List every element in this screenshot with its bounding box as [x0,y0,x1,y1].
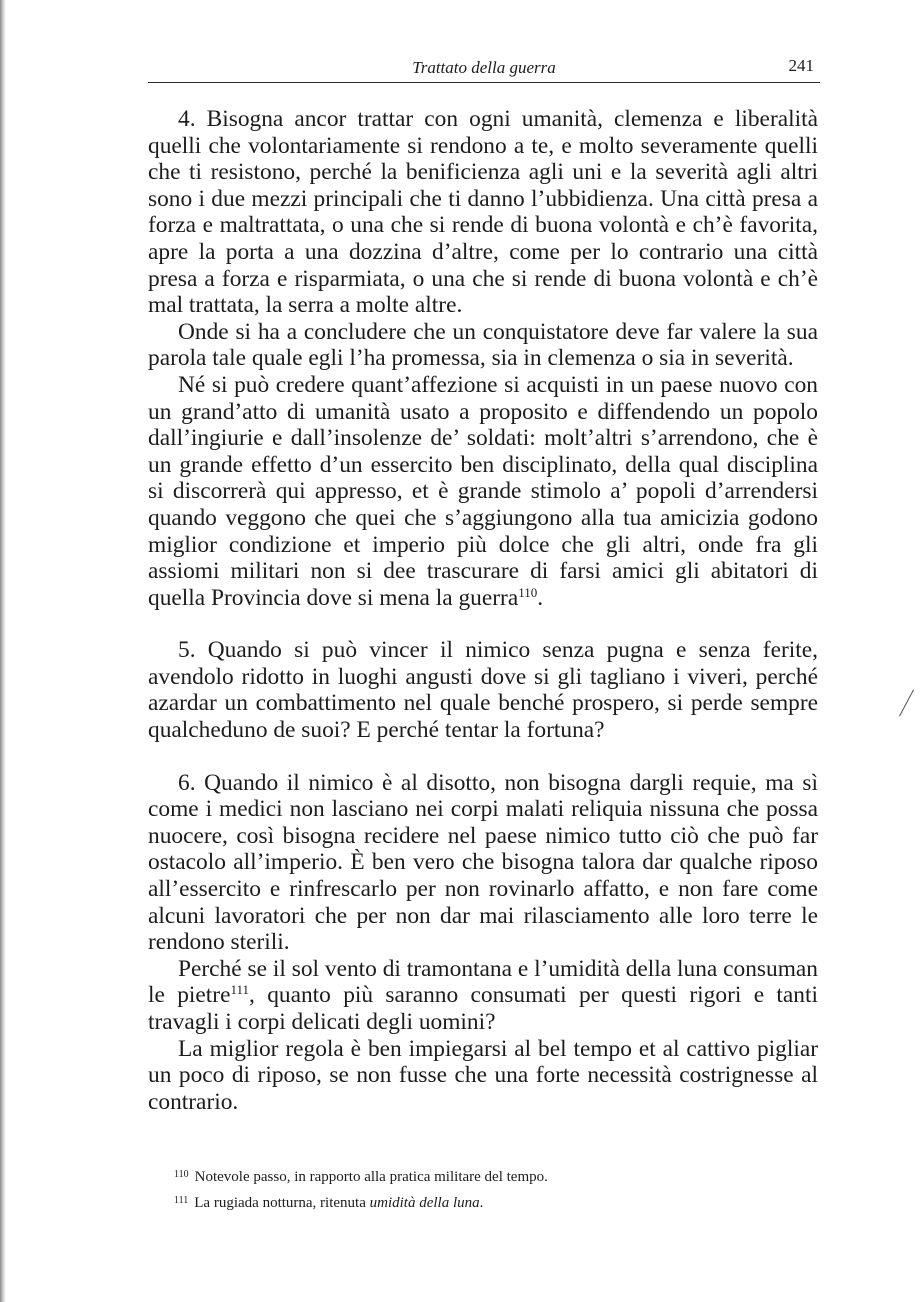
footnote-111 [148,1189,818,1215]
page-number: 241 [788,56,814,75]
footnote-110 [148,1163,818,1189]
paragraph-text: 4. Bisogna ancor trattar con ogni umanità, clemenza e liberalità quelli che volontariamente si rendono a te, e molto severamente quelli che ti resistono, perché la benificienza agli uni e la severità agli altri sono i due mezzi principali che ti danno l’ubbidienza. Una città presa a forza e maltrattata, o una che si rende di buona volontà e ch’è favorita, apre la porta a una dozzina d’altre, come per lo contrario una città presa a forza e risparmiata, o una che si rende di buona volontà e ch’è mal trattata, la serra a molte altre. [148,106,818,319]
footnotes [148,1163,818,1215]
paragraph-wind [148,956,818,1036]
footnote-text: La rugiada notturna, ritenuta [194,1195,370,1211]
body-text [148,106,818,1115]
paragraph-text: 6. Quando il nimico è al disotto, non bisogna dargli requie, ma sì come i medici non lasciano nei corpi malati reliquia nissuna che possa nuocere, così bisogna recidere nel paese nimico tutto ciò che può far ostacolo all’imperio. È ben vero che bisogna talora dar qualche riposo all’essercito e rinfrescarlo per non rovinarlo affatto, e non fare come alcuni lavoratori che per non dar mai rilasciamento alle loro terre le rendono sterili. [148,769,818,956]
paragraph-text: Onde si ha a concludere che un conquistatore deve far valere la sua parola tale quale egli l’ha promessa, sia in clemenza o sia in severità. [148,318,818,372]
footnote-number: 110 [174,1169,189,1180]
footnote-text: . [479,1195,484,1211]
paragraph-affection: Né si può credere quant’affezione si acquisti in un paese nuovo con un grand’atto di umanità usato a proposito e diffendendo un popolo dall’ingiurie e dall’insolenze de’ soldati: molt’altri s’arrendono, che è un grande effetto d’un essercito ben disciplinato, della qual disciplina si discorrerà qui appresso, et è grande stimolo a’ popoli d’arrendersi quando veggono che quei che s’aggiungono alla tua amicizia godono miglior condizione et imperio più dolce che gli altri, onde fra gli assiomi militari non si dee trascurare di farsi amici gli abitatori di quella Provincia dove si mena la guerra$^{110}$. [148,371,818,611]
paragraph-text: Né si può credere quant’affezione si acquisti in un paese nuovo con un grand’atto di umanità usato a proposito e diffendendo un popolo dall’ingiurie e dall’insolenze de’ soldati: molt’altri s’arrendono, che è un grande effetto d’un essercito ben disciplinato, della qual disciplina si discorrerà qui appresso, et è grande stimolo a’ popoli d’arrendersi quando veggono che quei che s’aggiungono alla tua amicizia godono miglior condizione et imperio più dolce che gli altri, onde fra gli assiomi militari non si dee trascurare di farsi amici gli abitatori di quella Provincia dove si mena la guerra [148,371,818,611]
footnote-number: 111 [174,1195,189,1206]
paragraph-text: La miglior regola è ben impiegarsi al bel tempo et al cattivo pigliar un poco di riposo, se non fusse che una forte necessità costrignesse al contrario. [148,1035,818,1115]
paragraph-text: 5. Quando si può vincer il nimico senza pugna e senza ferite, avendolo ridotto in luoghi angusti dove si gli tagliano i viveri, perché azardar un combattimento nel quale benché prospero, si perde sempre qualcheduno de suoi? E perché tentar la fortuna? [148,637,818,744]
footnote-text: Notevole passo, in rapporto alla pratica militare del tempo. [194,1169,548,1185]
header-rule [148,82,820,83]
page-binding-edge [0,0,6,1302]
paragraph-conclusion [148,319,818,372]
paragraph-text: Perché se il sol vento di tramontana e l’umidità della luna consuman le pietre [148,955,818,1009]
paragraph-4 [148,106,818,319]
paragraph-rule [148,1036,818,1116]
footnote-ref-111[interactable]: 111 [230,982,250,998]
paragraph-5 [148,637,818,743]
running-head [148,58,820,84]
footnote-italic-text: umidità della luna [369,1195,480,1211]
margin-pencil-mark [899,690,914,717]
running-title: Trattato della guerra [412,58,556,77]
paragraph-text: , quanto più saranno consumati per questi rigori e tanti travagli i corpi delicati degli uomini? [148,982,818,1035]
footnote-ref-110[interactable]: 110 [518,584,538,600]
paragraph-6 [148,770,818,956]
